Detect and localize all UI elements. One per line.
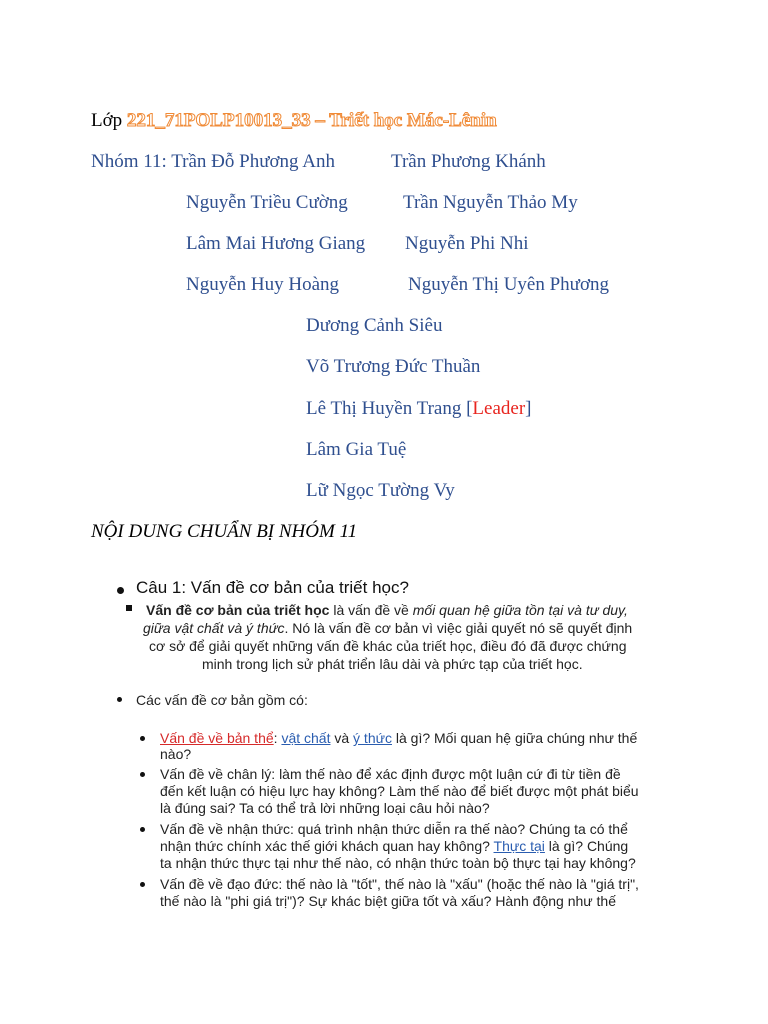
issue-3-line-1: Vấn đề về nhận thức: quá trình nhận thức diễn ra thế nào? Chúng ta có thể [160, 821, 628, 837]
bullet-circle [117, 697, 122, 702]
section-title: NỘI DUNG CHUẨN BỊ NHÓM 11 [91, 521, 358, 542]
member-center-4: Lâm Gia Tuệ [306, 439, 407, 460]
issue-1-link-matter[interactable]: vật chất [281, 730, 331, 746]
member-right-2: Trần Nguyễn Thảo My [403, 192, 578, 213]
group-label: Nhóm 11: Trần Đỗ Phương Anh [91, 151, 335, 172]
issue-1-line-2: nào? [160, 746, 192, 762]
leader-close: ] [525, 398, 532, 419]
member-left-1: Nguyễn Triều Cường [186, 192, 348, 213]
leader-tag: Leader [472, 398, 526, 419]
question-1-line-4: minh trong lịch sử phát triển lâu dài và phức tạp của triết học. [202, 656, 583, 672]
member-center-2: Võ Trương Đức Thuần [306, 356, 481, 377]
question-1-text-1: là vấn đề về [329, 602, 413, 618]
issue-3-link-reality[interactable]: Thực tại [493, 838, 545, 854]
question-1-italic-2: giữa vật chất và ý thức [143, 620, 285, 636]
issue-1-link-consciousness[interactable]: ý thức [353, 730, 392, 746]
issue-1-link-ontology[interactable]: Vấn đề về bản thể [160, 730, 274, 746]
member-left-3: Nguyễn Huy Hoàng [186, 274, 340, 295]
issue-3-line-2-rest: là gì? Chúng [544, 838, 629, 854]
issue-4-line-2: thế nào là "phi giá trị")? Sự khác biệt giữa tốt và xấu? Hành động như thế [160, 893, 617, 909]
bullet-circle [117, 587, 124, 594]
bullet-circle [140, 882, 145, 887]
member-center-1: Dương Cảnh Siêu [306, 315, 443, 336]
question-1-line-2 [143, 619, 632, 637]
member-center-3-line [306, 398, 531, 420]
leader-open: [ [466, 398, 473, 419]
class-prefix: Lớp [91, 110, 123, 131]
question-1-line-1 [146, 601, 628, 619]
question-1-text-2: . Nó là vấn đề cơ bản vì việc giải quyết nó sẽ quyết định [284, 620, 633, 636]
issues-intro: Các vấn đề cơ bản gồm có: [136, 692, 308, 708]
issue-3-line-2 [160, 837, 628, 855]
bullet-circle [140, 772, 145, 777]
issue-2-line-1: Vấn đề về chân lý: làm thế nào để xác định được một luận cứ đi từ tiền đề [160, 766, 621, 782]
issue-2-line-2: đến kết luận có hiệu lực hay không? Làm thế nào để biết được một phát biểu [160, 783, 639, 799]
class-line [91, 110, 497, 132]
issue-3-line-3: ta nhận thức thực tại như thế nào, có nhận thức toàn bộ thực tại hay không? [160, 855, 636, 871]
bullet-circle [140, 827, 145, 832]
member-right-4: Nguyễn Thị Uyên Phương [408, 274, 610, 295]
issue-4-line-1: Vấn đề về đạo đức: thế nào là "tốt", thế nào là "xấu" (hoặc thế nào là "giá trị", [160, 876, 639, 892]
question-1-line-3: cơ sở để giải quyết những vấn đề khác của triết học, điều đó đã được chứng [149, 638, 627, 654]
issue-1-colon: : [273, 730, 278, 746]
member-right-1: Trần Phương Khánh [391, 151, 546, 172]
question-1-title: Câu 1: Vấn đề cơ bản của triết học? [136, 578, 409, 597]
question-1-italic-1: mối quan hệ giữa tồn tại và tư duy, [412, 602, 628, 618]
course-title: 221_71POLP10013_33 – Triết học Mác-Lênin [126, 110, 497, 131]
bullet-square [126, 605, 132, 611]
issue-2-line-3: là đúng sai? Ta có thể trả lời những loại câu hỏi nào? [160, 800, 490, 816]
member-center-3: Lê Thị Huyền Trang [306, 398, 462, 419]
member-center-5: Lữ Ngọc Tường Vy [306, 480, 455, 501]
issue-3-line-2-text: nhận thức chính xác thế giới khách quan hay không? [160, 838, 490, 854]
member-left-2: Lâm Mai Hương Giang [186, 233, 366, 254]
bullet-circle [140, 736, 145, 741]
issue-1-line-1 [160, 729, 637, 747]
question-1-term: Vấn đề cơ bản của triết học [146, 602, 330, 618]
member-right-3: Nguyễn Phi Nhi [405, 233, 529, 254]
issue-1-and: và [330, 730, 354, 746]
issue-1-rest: là gì? Mối quan hệ giữa chúng như thế [391, 730, 638, 746]
